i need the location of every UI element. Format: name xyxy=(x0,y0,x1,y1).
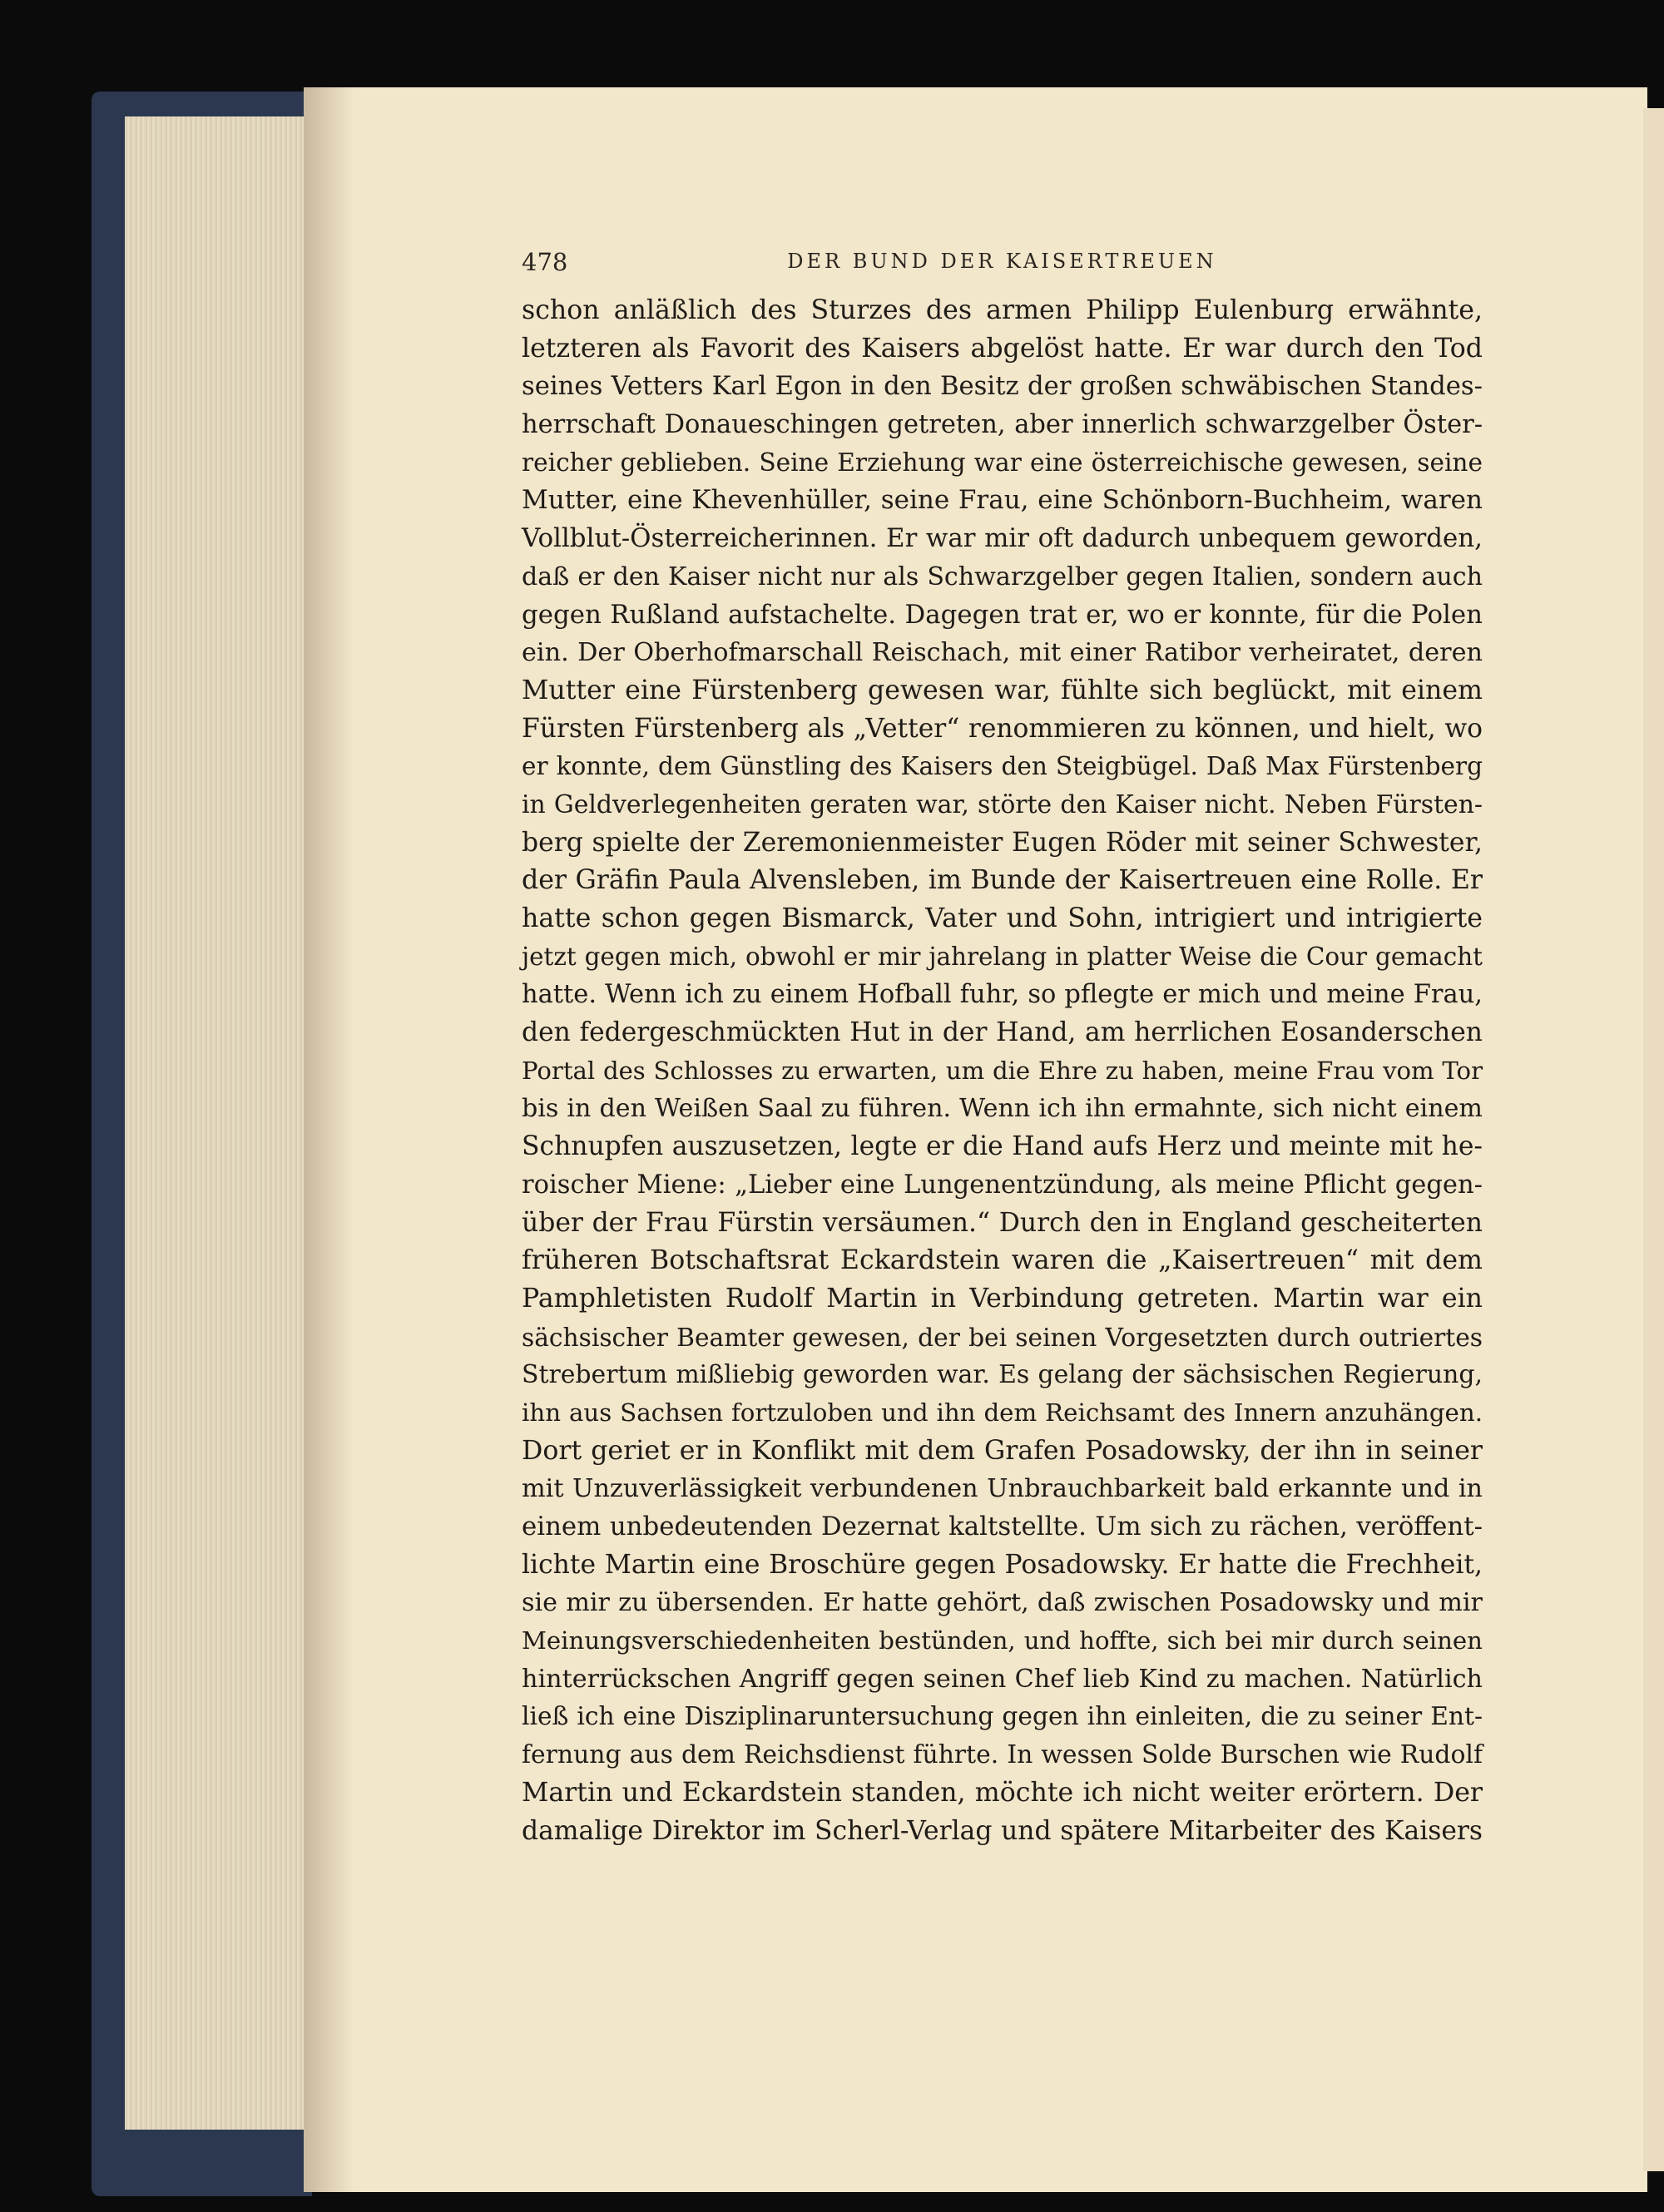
text-line: Strebertum mißliebig geworden war. Es gelang der sächsischen Regierung, xyxy=(522,1360,1483,1390)
chapter-title: DER BUND DER KAISERTREUEN xyxy=(787,250,1217,273)
text-line: der Gräfin Paula Alvensleben, im Bunde der Kaisertreuen eine Rolle. Er xyxy=(522,865,1483,896)
text-line: den federgeschmückten Hut in der Hand, am herrlichen Eosanderschen xyxy=(522,1017,1483,1048)
text-line: Mutter eine Fürstenberg gewesen war, fühlte sich beglückt, mit einem xyxy=(522,675,1483,705)
text-line: damalige Direktor im Scherl-Verlag und spätere Mitarbeiter des Kaisers xyxy=(522,1815,1483,1846)
text-line: einem unbedeutenden Dezernat kaltstellte. Um sich zu rächen, veröffent- xyxy=(522,1512,1483,1541)
text-line: reicher geblieben. Seine Erziehung war eine österreichische gewesen, seine xyxy=(522,448,1483,477)
text-line: bis in den Weißen Saal zu führen. Wenn ich ihn ermahnte, sich nicht einem xyxy=(522,1094,1483,1124)
text-line: ließ ich eine Disziplinaruntersuchung gegen ihn einleiten, die zu seiner Ent- xyxy=(522,1702,1483,1732)
text-line: Meinungsverschiedenheiten bestünden, und hoffte, sich bei mir durch seinen xyxy=(522,1626,1483,1655)
text-line: Portal des Schlosses zu erwarten, um die Ehre zu haben, meine Frau vom Tor xyxy=(522,1056,1483,1085)
text-line: Dort geriet er in Konflikt mit dem Grafen Posadowsky, der ihn in seiner xyxy=(522,1435,1483,1466)
text-line: gegen Rußland aufstachelte. Dagegen trat er, wo er konnte, für die Polen xyxy=(522,599,1483,630)
text-line: sie mir zu übersenden. Er hatte gehört, daß zwischen Posadowsky und mir xyxy=(522,1588,1483,1618)
text-line: daß er den Kaiser nicht nur als Schwarzgelber gegen Italien, sondern auch xyxy=(522,562,1483,591)
text-line: Schnupfen auszusetzen, legte er die Hand aufs Herz und meinte mit he- xyxy=(522,1131,1483,1162)
text-line: lichte Martin eine Broschüre gegen Posadowsky. Er hatte die Frechheit, xyxy=(522,1549,1483,1580)
text-line: fernung aus dem Reichsdienst führte. In wessen Solde Burschen wie Rudolf xyxy=(522,1740,1483,1770)
page-number: 478 xyxy=(522,248,568,276)
text-line: Pamphletisten Rudolf Martin in Verbindung getreten. Martin war ein xyxy=(522,1283,1483,1314)
text-line: hatte schon gegen Bismarck, Vater und Sohn, intrigiert und intrigierte xyxy=(522,903,1483,933)
text-line: früheren Botschaftsrat Eckardstein waren die „Kaisertreuen“ mit dem xyxy=(522,1245,1483,1276)
page-stack-edges xyxy=(125,116,312,2130)
facing-page-edge xyxy=(1643,108,1664,2171)
text-line: Mutter, eine Khevenhüller, seine Frau, eine Schönborn-Buchheim, waren xyxy=(522,485,1483,516)
text-line: er konnte, dem Günstling des Kaisers den Steigbügel. Daß Max Fürstenberg xyxy=(522,752,1483,781)
text-line: herrschaft Donaueschingen getreten, aber innerlich schwarzgelber Öster- xyxy=(522,410,1483,440)
text-line: Martin und Eckardstein standen, möchte ich nicht weiter erörtern. Der xyxy=(522,1777,1483,1808)
body-text xyxy=(522,292,1483,1850)
text-line: hatte. Wenn ich zu einem Hofball fuhr, so pflegte er mich und meine Frau, xyxy=(522,980,1483,1010)
text-line: sächsischer Beamter gewesen, der bei seinen Vorgesetzten durch outriertes xyxy=(522,1322,1483,1352)
text-line: ein. Der Oberhofmarschall Reischach, mit einer Ratibor verheiratet, deren xyxy=(522,638,1483,668)
text-line: mit Unzuverlässigkeit verbundenen Unbrauchbarkeit bald erkannte und in xyxy=(522,1474,1483,1504)
text-line: Fürsten Fürstenberg als „Vetter“ renommieren zu können, und hielt, wo xyxy=(522,713,1483,744)
text-line: seines Vetters Karl Egon in den Besitz der großen schwäbischen Standes- xyxy=(522,372,1483,402)
text-line: Vollblut-Österreicherinnen. Er war mir oft dadurch unbequem geworden, xyxy=(522,523,1483,554)
gutter-shadow xyxy=(304,87,354,2192)
text-line: schon anläßlich des Sturzes des armen Philipp Eulenburg erwähnte, xyxy=(522,295,1483,325)
text-line: hinterrückschen Angriff gegen seinen Chef lieb Kind zu machen. Natürlich xyxy=(522,1664,1483,1694)
text-line: berg spielte der Zeremonienmeister Eugen Röder mit seiner Schwester, xyxy=(522,827,1483,858)
text-line: ihn aus Sachsen fortzuloben und ihn dem Reichsamt des Innern anzuhängen. xyxy=(522,1398,1483,1427)
running-head xyxy=(522,248,1483,281)
text-line: jetzt gegen mich, obwohl er mir jahrelang in platter Weise die Cour gemacht xyxy=(522,942,1483,971)
text-line: in Geldverlegenheiten geraten war, störte den Kaiser nicht. Neben Fürsten- xyxy=(522,789,1483,819)
text-line: über der Frau Fürstin versäumen.“ Durch den in England gescheiterten xyxy=(522,1207,1483,1238)
text-line: letzteren als Favorit des Kaisers abgelöst hatte. Er war durch den Tod xyxy=(522,333,1483,364)
text-line: roischer Miene: „Lieber eine Lungenentzündung, als meine Pflicht gegen- xyxy=(522,1170,1483,1200)
